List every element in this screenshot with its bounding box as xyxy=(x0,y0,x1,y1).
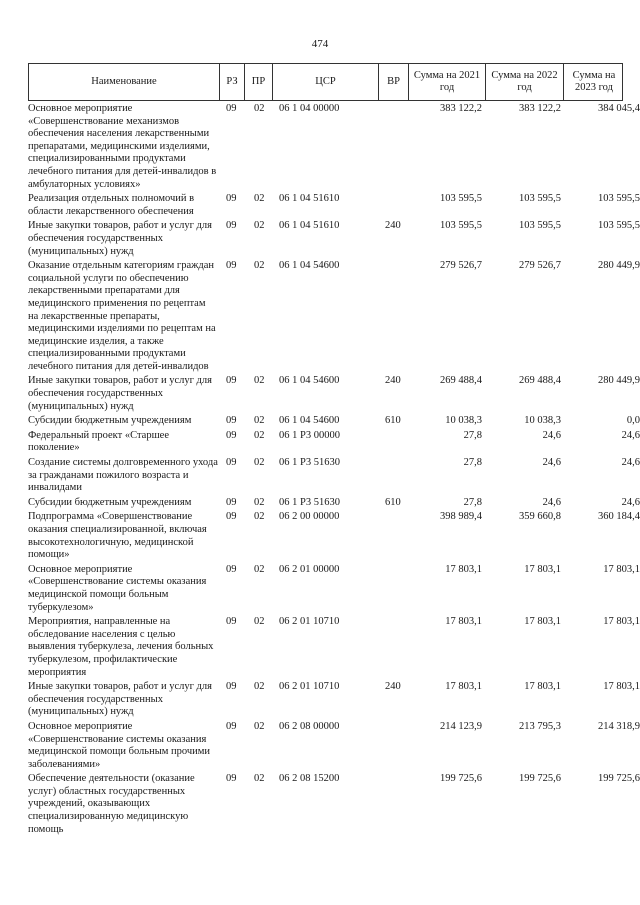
cell-csr: 06 1 04 54600 xyxy=(279,415,340,427)
cell-name: Субсидии бюджетным учреждениям xyxy=(28,496,192,508)
cell-s2: 359 660,8 xyxy=(519,511,561,523)
cell-pr: 02 xyxy=(254,260,265,272)
cell-s3: 199 725,6 xyxy=(598,773,640,785)
cell-pr: 02 xyxy=(254,563,265,575)
cell-pr: 02 xyxy=(254,375,265,387)
cell-s2: 103 595,5 xyxy=(519,220,561,232)
header-rz: РЗ xyxy=(220,64,245,100)
cell-csr: 06 2 08 00000 xyxy=(279,720,340,732)
cell-s2: 383 122,2 xyxy=(519,103,561,114)
cell-name: Основное мероприятие «Совершенствование механизмов обеспечения населения лекарственными препаратами, медицинскими изделиями, специализированными продуктами лечебного питания для детей-инвалидов в амбулаторных условиях» xyxy=(28,103,217,190)
cell-name: Субсидии бюджетным учреждениям xyxy=(28,415,192,427)
page-number: 474 xyxy=(311,38,329,50)
table-row xyxy=(28,193,640,218)
table-row xyxy=(28,415,640,428)
cell-csr: 06 2 00 00000 xyxy=(279,511,340,523)
cell-s2: 24,6 xyxy=(542,457,561,469)
cell-s1: 103 595,5 xyxy=(440,220,482,232)
cell-name: Обеспечение деятельности (оказание услуг) областных государственных учреждений, оказывающих специализированную медицинскую помощь xyxy=(28,773,195,835)
cell-name: Оказание отдельным категориям граждан социальной услуги по обеспечению лекарственными препаратами для медицинского применения по рецептам на лекарственные препараты, медицинскими изделиями по рецептам на медицинские изделия, а также специализированными продуктами лечебного питания для детей-инвалидов xyxy=(28,260,216,372)
cell-s3: 103 595,5 xyxy=(598,193,640,205)
cell-s1: 17 803,1 xyxy=(445,681,482,693)
cell-s2: 213 795,3 xyxy=(519,720,561,732)
cell-s1: 10 038,3 xyxy=(445,415,482,427)
cell-s1: 199 725,6 xyxy=(440,773,482,785)
cell-rz: 09 xyxy=(226,563,237,575)
cell-s3: 103 595,5 xyxy=(598,220,640,232)
cell-s2: 10 038,3 xyxy=(524,415,561,427)
header-csr: ЦСР xyxy=(273,64,379,100)
cell-pr: 02 xyxy=(254,496,265,508)
table-row xyxy=(28,681,640,719)
header-pr: ПР xyxy=(245,64,273,100)
cell-s3: 384 045,4 xyxy=(598,103,640,114)
table-row xyxy=(28,103,640,191)
cell-csr: 06 2 01 10710 xyxy=(279,681,340,693)
cell-vr: 240 xyxy=(385,681,401,693)
cell-name: Подпрограмма «Совершенствование оказания специализированной, включая высокотехнологичную, медицинской помощи» xyxy=(28,511,207,561)
cell-csr: 06 1 04 54600 xyxy=(279,260,340,272)
cell-rz: 09 xyxy=(226,616,237,628)
cell-csr: 06 1 P3 00000 xyxy=(279,429,340,441)
cell-s1: 27,8 xyxy=(463,457,482,469)
table-row xyxy=(28,260,640,373)
cell-csr: 06 1 P3 51630 xyxy=(279,457,340,469)
cell-s2: 24,6 xyxy=(542,496,561,508)
cell-s1: 398 989,4 xyxy=(440,511,482,523)
cell-s2: 269 488,4 xyxy=(519,375,561,387)
cell-rz: 09 xyxy=(226,773,237,785)
cell-s3: 24,6 xyxy=(621,429,640,441)
header-sum-2023: Сумма на 2023 год xyxy=(572,70,616,93)
cell-s3: 214 318,9 xyxy=(598,720,640,732)
header-name: Наименование xyxy=(29,64,220,100)
cell-pr: 02 xyxy=(254,773,265,785)
cell-csr: 06 1 04 00000 xyxy=(279,103,340,114)
cell-s2: 24,6 xyxy=(542,429,561,441)
cell-pr: 02 xyxy=(254,103,265,114)
cell-s3: 17 803,1 xyxy=(603,563,640,575)
cell-csr: 06 1 P3 51630 xyxy=(279,496,340,508)
cell-csr: 06 2 08 15200 xyxy=(279,773,340,785)
cell-name: Реализация отдельных полномочий в области лекарственного обеспечения xyxy=(28,193,195,217)
cell-s1: 103 595,5 xyxy=(440,193,482,205)
cell-rz: 09 xyxy=(226,511,237,523)
cell-csr: 06 1 04 54600 xyxy=(279,375,340,387)
cell-s1: 214 123,9 xyxy=(440,720,482,732)
table-body xyxy=(28,103,640,838)
cell-csr: 06 1 04 51610 xyxy=(279,193,340,205)
cell-pr: 02 xyxy=(254,720,265,732)
cell-s2: 17 803,1 xyxy=(524,616,561,628)
header-sum-2022: Сумма на 2022 год xyxy=(486,64,564,100)
cell-vr: 610 xyxy=(385,415,401,427)
cell-csr: 06 1 04 51610 xyxy=(279,220,340,232)
cell-csr: 06 2 01 10710 xyxy=(279,616,340,628)
cell-s2: 17 803,1 xyxy=(524,681,561,693)
table-header xyxy=(28,63,623,101)
table-row xyxy=(28,375,640,413)
cell-name: Основное мероприятие «Совершенствование системы оказания медицинской помощи больным туберкулезом» xyxy=(28,563,207,613)
table-row xyxy=(28,563,640,614)
table-row xyxy=(28,496,640,510)
table-row xyxy=(28,511,640,561)
cell-pr: 02 xyxy=(254,429,265,441)
cell-s3: 280 449,9 xyxy=(598,375,640,387)
cell-s2: 17 803,1 xyxy=(524,563,561,575)
cell-vr: 240 xyxy=(385,375,401,387)
cell-pr: 02 xyxy=(254,193,265,205)
cell-rz: 09 xyxy=(226,429,237,441)
cell-vr: 610 xyxy=(385,496,401,508)
cell-s3: 280 449,9 xyxy=(598,260,640,272)
cell-pr: 02 xyxy=(254,616,265,628)
cell-name: Федеральный проект «Старшее поколение» xyxy=(28,429,170,454)
cell-pr: 02 xyxy=(254,415,265,427)
cell-s2: 199 725,6 xyxy=(519,773,561,785)
cell-rz: 09 xyxy=(226,220,237,232)
cell-rz: 09 xyxy=(226,457,237,469)
table-row xyxy=(28,616,640,679)
cell-s3: 17 803,1 xyxy=(603,681,640,693)
cell-rz: 09 xyxy=(226,681,237,693)
cell-rz: 09 xyxy=(226,496,237,508)
cell-s2: 279 526,7 xyxy=(519,260,561,272)
cell-vr: 240 xyxy=(385,220,401,232)
cell-name: Основное мероприятие «Совершенствование системы оказания медицинской помощи больным прочими заболеваниями» xyxy=(28,720,211,770)
cell-name: Мероприятия, направленные на обследование населения с целью выявления туберкулеза, лечения больных туберкулезом, профилактические мероприятия xyxy=(28,616,214,678)
cell-s2: 103 595,5 xyxy=(519,193,561,205)
cell-s1: 279 526,7 xyxy=(440,260,482,272)
cell-name: Иные закупки товаров, работ и услуг для обеспечения государственных (муниципальных) нужд xyxy=(28,375,212,412)
table-row xyxy=(28,429,640,455)
cell-name: Создание системы долговременного ухода за гражданами пожилого возраста и инвалидами xyxy=(28,457,218,494)
cell-csr: 06 2 01 00000 xyxy=(279,563,340,575)
cell-name: Иные закупки товаров, работ и услуг для обеспечения государственных (муниципальных) нужд xyxy=(28,681,212,718)
cell-rz: 09 xyxy=(226,375,237,387)
cell-rz: 09 xyxy=(226,103,237,114)
cell-s1: 17 803,1 xyxy=(445,616,482,628)
cell-s3: 360 184,4 xyxy=(598,511,640,523)
cell-name: Иные закупки товаров, работ и услуг для обеспечения государственных (муниципальных) нужд xyxy=(28,220,212,257)
header-vr: ВР xyxy=(379,64,409,100)
table-row xyxy=(28,220,640,258)
cell-rz: 09 xyxy=(226,260,237,272)
cell-s1: 17 803,1 xyxy=(445,563,482,575)
cell-s1: 269 488,4 xyxy=(440,375,482,387)
table-row xyxy=(28,720,640,771)
cell-pr: 02 xyxy=(254,511,265,523)
header-sum-2021: Сумма на 2021 год xyxy=(409,64,486,100)
cell-s3: 24,6 xyxy=(621,457,640,469)
cell-s1: 27,8 xyxy=(463,429,482,441)
table-row xyxy=(28,773,640,836)
cell-s1: 383 122,2 xyxy=(440,103,482,114)
cell-rz: 09 xyxy=(226,193,237,205)
cell-pr: 02 xyxy=(254,681,265,693)
table-row xyxy=(28,457,640,495)
cell-s1: 27,8 xyxy=(463,496,482,508)
cell-pr: 02 xyxy=(254,457,265,469)
cell-s3: 17 803,1 xyxy=(603,616,640,628)
cell-s3: 0,0 xyxy=(626,415,640,427)
cell-pr: 02 xyxy=(254,220,265,232)
cell-rz: 09 xyxy=(226,720,237,732)
cell-rz: 09 xyxy=(226,415,237,427)
cell-s3: 24,6 xyxy=(621,496,640,508)
